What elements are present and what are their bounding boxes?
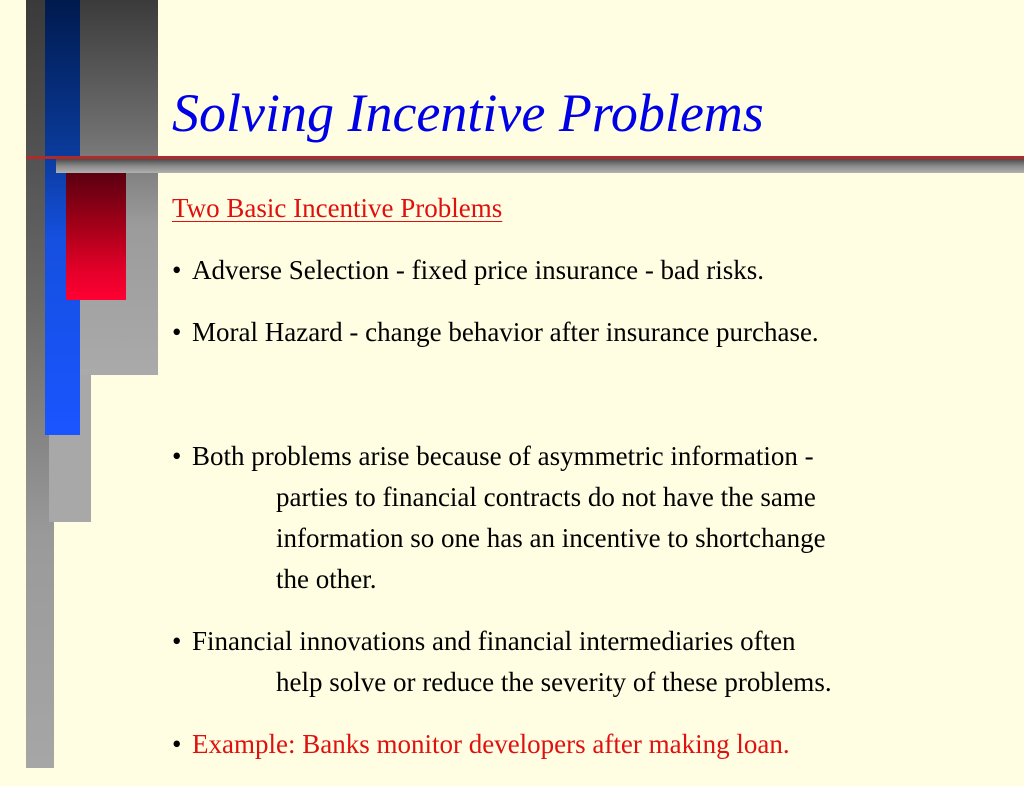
decorative-red-block — [66, 173, 126, 300]
spacer — [172, 374, 1012, 436]
bullet-moral-hazard — [172, 312, 1012, 353]
bullet-text: Moral Hazard - change behavior after insurance purchase. — [192, 317, 819, 347]
bullet-dot-icon: • — [172, 255, 182, 285]
title-divider-gray-bar — [56, 159, 1024, 173]
bullet-text-highlighted: Example: Banks monitor developers after making loan. — [192, 729, 790, 759]
bullet-dot-icon: • — [172, 317, 182, 347]
bullet-text: Financial innovations and financial intermediaries often — [192, 626, 796, 656]
bullet-continuation: information so one has an incentive to shortchange — [276, 523, 826, 553]
slide-title: Solving Incentive Problems — [172, 83, 764, 143]
bullet-text: Adverse Selection - fixed price insurance - bad risks. — [192, 255, 765, 285]
bullet-text: Both problems arise because of asymmetric information - — [192, 441, 814, 471]
bullet-dot-icon: • — [172, 729, 182, 759]
bullet-continuation: help solve or reduce the severity of these problems. — [276, 667, 832, 697]
bullet-adverse-selection — [172, 250, 1012, 291]
bullet-dot-icon: • — [172, 441, 182, 471]
bullet-financial-innovations — [172, 621, 1012, 703]
bullet-continuation: the other. — [276, 564, 377, 594]
bullet-asymmetric-information — [172, 436, 1012, 600]
slide-body — [172, 188, 1012, 786]
bullet-dot-icon: • — [172, 626, 182, 656]
section-subheading: Two Basic Incentive Problems — [172, 193, 503, 223]
bullet-continuation: parties to financial contracts do not have the same — [276, 482, 816, 512]
bullet-example — [172, 724, 1012, 765]
